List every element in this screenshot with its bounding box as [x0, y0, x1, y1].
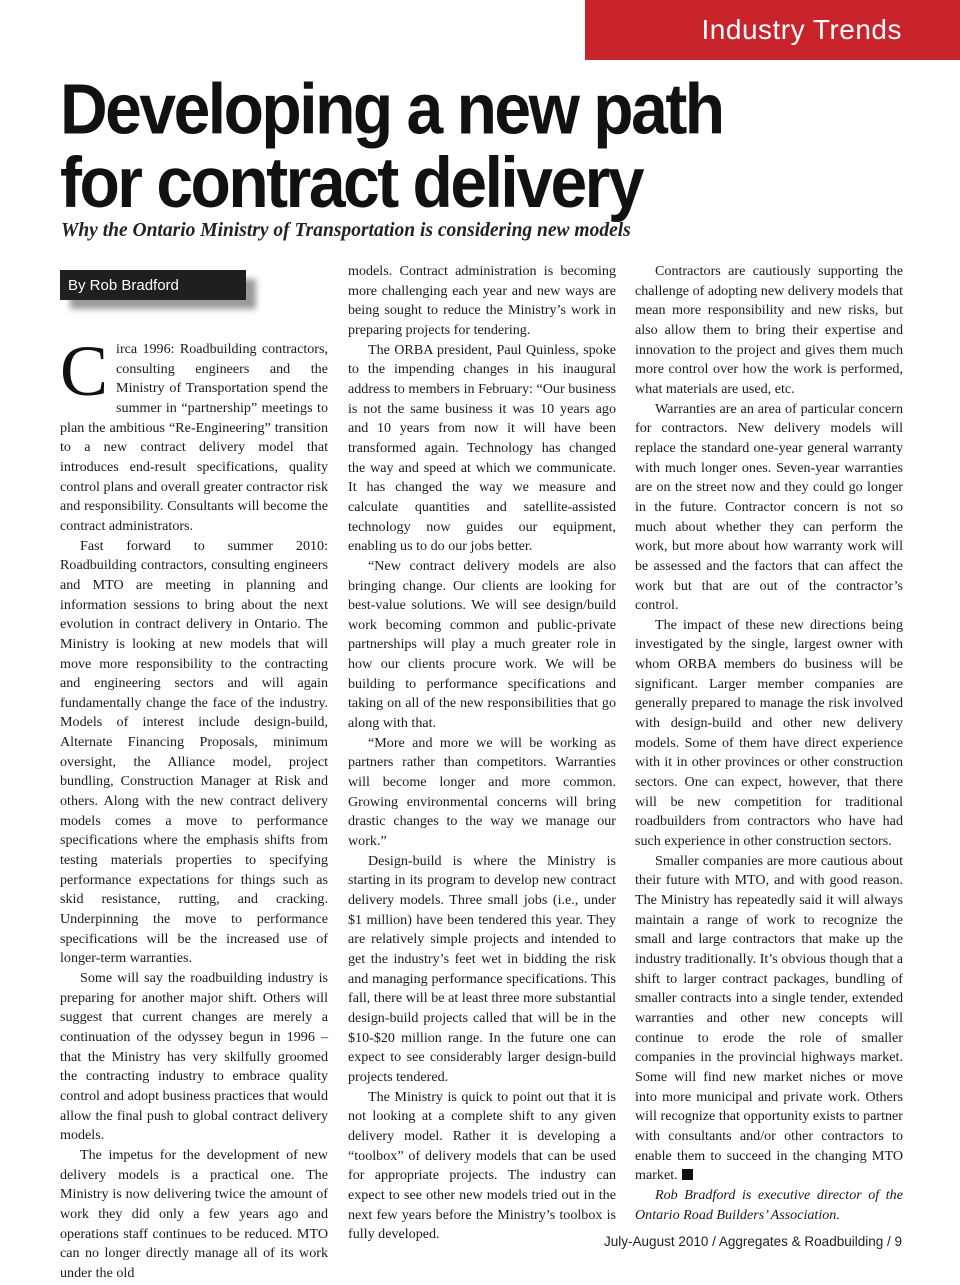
- paragraph: Fast forward to summer 2010: Roadbuilding contractors, consulting engineers and MTO are meeting in planning and information sessions to bring about the next evolution in contract delivery in Ontario. The Ministry is looking at new models that will move more responsibility to the contracting and engineering sectors and will again fundamentally change the face of the industry. Models of interest include design-build, Alternate Financing Proposals, minimum oversight, the Alliance model, project bundling, Construction Manager at Risk and others. Along with the new contract delivery models comes a move to performance specifications where the emphasis shifts from testing materials properties to specifying performance expectations for things such as skid resistance, rutting, and cracking. Underpinning the move to performance specifications will be the increased use of longer-term warranties.: [60, 537, 328, 967]
- paragraph: The ORBA president, Paul Quinless, spoke to the impending changes in his inaugural address to members in February: “Our business is not the same business it was 10 years ago and 10 years from now it will have been transformed again. Technology has changed the way and speed at which we communicate. It has changed the way we measure and calculate quantities and satellite-assisted technology now guides our equipment, enabling us to do our jobs better.: [348, 341, 616, 555]
- paragraph: Warranties are an area of particular concern for contractors. New delivery models will replace the standard one-year general warranty with much longer ones. Seven-year warranties are on the street now and they could go longer in the future. Contractor concern is not so much about whether they can perform the work, but more about how warranty work will be assessed and the factors that can affect the work but that are out of the contractor’s control.: [635, 400, 903, 614]
- article-headline: [60, 68, 760, 223]
- column-1: [60, 331, 328, 1284]
- paragraph: The impact of these new directions being investigated by the single, largest owner with whom ORBA members do business will be significant. Larger member companies are generally prepared to manage the risk involved with design-build and other new delivery models. Some of them have direct experience with it in other provinces or other construction sectors. One can expect, however, that there will be new competition for traditional roadbuilders from contractors who have had such experience in other construction sectors.: [635, 616, 903, 850]
- paragraph-text: irca 1996: Roadbuilding contractors, consulting engineers and the Ministry of Transportation spend the summer in “partnership” meetings to plan the ambitious “Re-Engineering” transition to a new contract delivery model that introduces end-result specifications, quality control plans and overall greater contractor risk and responsibility. Consultants will become the contract administrators.: [60, 341, 328, 534]
- column-2: [348, 262, 616, 1245]
- headline-line-1: Developing a new path: [60, 68, 723, 149]
- author-bio: Rob Bradford is executive director of the Ontario Road Builders’ Association.: [635, 1186, 903, 1223]
- paragraph: Design-build is where the Ministry is starting in its program to develop new contract delivery models. Three small jobs (i.e., under $1 million) have been tendered this year. They are relatively simple projects and intended to get the industry’s feet wet in bidding the risk and managing performance specifications. This fall, there will be at least three more substantial design-build projects called that will be in the $10-$20 million range. In the future one can expect to see considerably larger design-build projects tendered.: [348, 852, 616, 1085]
- article-subhead: Why the Ontario Ministry of Transportation is considering new models: [61, 220, 631, 241]
- byline: [60, 270, 246, 300]
- section-label: Industry Trends: [701, 14, 902, 45]
- paragraph: Some will say the roadbuilding industry is preparing for another major shift. Others will suggest that current changes are merely a continuation of the odyssey begun in 1996 – that the Ministry has very skilfully groomed the contracting industry to embrace quality control and adopt business practices that would allow the final push to global contract delivery models.: [60, 970, 328, 1144]
- column-3: [635, 262, 903, 1225]
- end-of-article-mark-icon: [682, 1169, 693, 1180]
- section-banner: [585, 0, 960, 60]
- paragraph: The Ministry is quick to point out that it is not looking at a complete shift to any given delivery model. Rather it is developing a “toolbox” of delivery models that can be used for appropriate projects. The industry can expect to see other new models tried out in the next few years before the Ministry’s toolbox is fully developed.: [348, 1088, 616, 1243]
- paragraph: Contractors are cautiously supporting the challenge of adopting new delivery models that mean more responsibility and new risks, but also allow them to bring their expertise and innovation to the project and gives them much more control over how the work is performed, what materials are used, etc.: [635, 263, 903, 397]
- paragraph: “More and more we will be working as partners rather than competitors. Warranties will become longer and more common. Growing environmental concerns will bring drastic changes to the way we manage our work.”: [348, 734, 616, 850]
- paragraph-text: Smaller companies are more cautious about their future with MTO, and with good reason. The Ministry has repeatedly said it will always maintain a range of work to recognize the small and large contractors that make up the industry traditionally. It’s obvious though that a shift to larger contract packages, bundling of smaller contracts into a single tender, extended warranties and other new concepts will continue to erode the role of smaller companies in the provincial highways market. Some will find new market niches or move into more municipal and private work. Others will recognize that opportunity exists to partner with consultants and/or other contractors to enable them to succeed in the changing MTO market.: [635, 852, 904, 1184]
- byline-text: By Rob Bradford: [68, 276, 179, 294]
- paragraph: “New contract delivery models are also bringing change. Our clients are looking for best-value solutions. We will see design/build work becoming common and public-private partnerships will play a much greater role in how our clients procure work. We will be building to performance specifications and taking on all of the new responsibilities that go along with that.: [348, 557, 616, 732]
- page-footer-folio: July-August 2010 / Aggregates & Roadbuilding / 9: [604, 1234, 902, 1249]
- headline-line-2: for contract delivery: [60, 142, 643, 223]
- paragraph: [635, 852, 903, 1186]
- paragraph: models. Contract administration is becoming more challenging each year and new ways are being sought to reduce the Ministry’s work in preparing projects for tendering.: [348, 263, 616, 338]
- paragraph: The impetus for the development of new delivery models is a practical one. The Ministry is now delivering twice the amount of work they did only a few years ago and operations staff continues to be reduced. MTO can no longer directly manage all of its work under the old: [60, 1146, 328, 1281]
- drop-cap: C: [60, 331, 109, 411]
- paragraph: [60, 331, 328, 537]
